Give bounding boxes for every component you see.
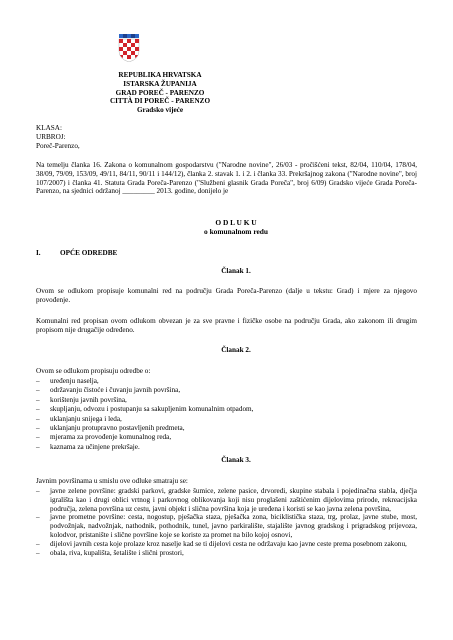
croatian-coat-of-arms-icon: [118, 34, 140, 62]
document-meta: [36, 124, 80, 150]
article-2-title: Članak 2.: [221, 346, 251, 354]
list-item: – mjerama za provođenje komunalnog reda,: [36, 433, 417, 442]
article-3-list: [36, 487, 417, 557]
header-city-italian: CITTÀ DI POREČ - PARENZO: [109, 97, 211, 106]
decision-title: O D L U K U: [215, 218, 257, 227]
list-item: – dijelovi javnih cesta koje prolaze kroz naselje kad se ti dijelovi cesta ne održavaju kao javne ceste prema posebnom zakonu,: [36, 540, 417, 549]
decision-subtitle: o komunalnom redu: [204, 227, 268, 236]
section-title: OPĆE ODREDBE: [60, 249, 118, 257]
article-2-intro: Ovom se odlukom propisuju odredbe o:: [36, 367, 151, 375]
legal-basis-paragraph: Na temelju članka 16. Zakona o komunalnom gospodarstvu ("Narodne novine", 26/03 - pročišćeni tekst, 82/04, 110/04, 178/04, 38/09, 79/09, 153/09, 49/11, 84/11, 90/11 i 144/12), članka 2. stavak 1. i 2. i članka 33. Prekršajnog zakona ("Narodne novine", broj 107/2007) i članka 41. Statuta Grada Poreča-Parenzo ("Službeni glasnik Grada Poreča", broj 6/09) Gradsko vijeće Grada Poreča-Parenzo, na sjednici održanoj _________ 2013. godine, donijelo je: [36, 161, 417, 196]
list-item: – uklanjanju protupravno postavljenih predmeta,: [36, 424, 417, 433]
list-item: – uklanjanju snijega i leda,: [36, 415, 417, 424]
header-county: ISTARSKA ŽUPANIJA: [123, 79, 197, 88]
article-3-title: Članak 3.: [221, 456, 251, 464]
list-item: – uređenju naselja,: [36, 377, 417, 386]
article-3-intro: Javnim površinama u smislu ove odluke smatraju se:: [36, 477, 188, 485]
list-item: – održavanju čistoće i čuvanju javnih površina,: [36, 386, 417, 395]
document-header: [60, 71, 260, 115]
list-item: – skupljanju, odvozu i postupanju sa sakupljenim komunalnim otpadom,: [36, 405, 417, 414]
header-council: Gradsko vijeće: [136, 106, 184, 115]
article-1-paragraph-1: Ovom se odlukom propisuje komunalni red na području Grada Poreča-Parenzo (dalje u tekstu: Grad) i mjere za njegovo provođenje.: [36, 287, 417, 304]
list-item: – obala, riva, kupališta, šetalište i slični prostori,: [36, 549, 417, 558]
header-city: GRAD POREČ - PARENZO: [115, 88, 205, 97]
section-heading: [36, 249, 117, 257]
meta-place: Poreč-Parenzo,: [36, 141, 80, 150]
section-number: I.: [36, 249, 41, 257]
list-item: – korištenju javnih površina,: [36, 396, 417, 405]
list-item: – kaznama za učinjene prekršaje.: [36, 443, 417, 452]
list-item: – javne prometne površine: cesta, nogostup, pješačka staza, pješačka zona, biciklistička staza, trg, prolaz, javne stube, most, podvožnjak, nadvožnjak, nathodnik, pothodnik, tunel, javno parkiralište, stajalište javnog gradskog i prigradskog prijevoza, kolodvor, pristanište i slične površine koje se koriste za promet na bilo kojoj osnovi,: [36, 513, 417, 539]
article-1-paragraph-2: Komunalni red propisan ovom odlukom obvezan je za sve pravne i fizičke osobe na području Grada, ako zakonom ili drugim propisom nije drugačije određeno.: [36, 317, 417, 334]
list-item: – javne zelene površine: gradski parkovi, gradske šumice, zelene pasice, drvoredi, skupine stabala i pojedinačna stabla, dječja igrališta kao i drugi oblici vrtnog i parkovnog oblikovanja koji nisu proglašeni zaštićenim dijelovima prirode, rekreacijska područja, zelena površina uz cestu, javni objekt i slična površina koja je uređena i koristi se kao javna zelena površina,: [36, 487, 417, 513]
article-1-title: Članak 1.: [221, 267, 251, 275]
decision-title-block: [36, 218, 436, 236]
meta-urbroj: URBROJ:: [36, 132, 66, 141]
header-country: REPUBLIKA HRVATSKA: [118, 71, 202, 79]
meta-klasa: KLASA:: [36, 124, 62, 132]
article-2-list: [36, 377, 417, 452]
